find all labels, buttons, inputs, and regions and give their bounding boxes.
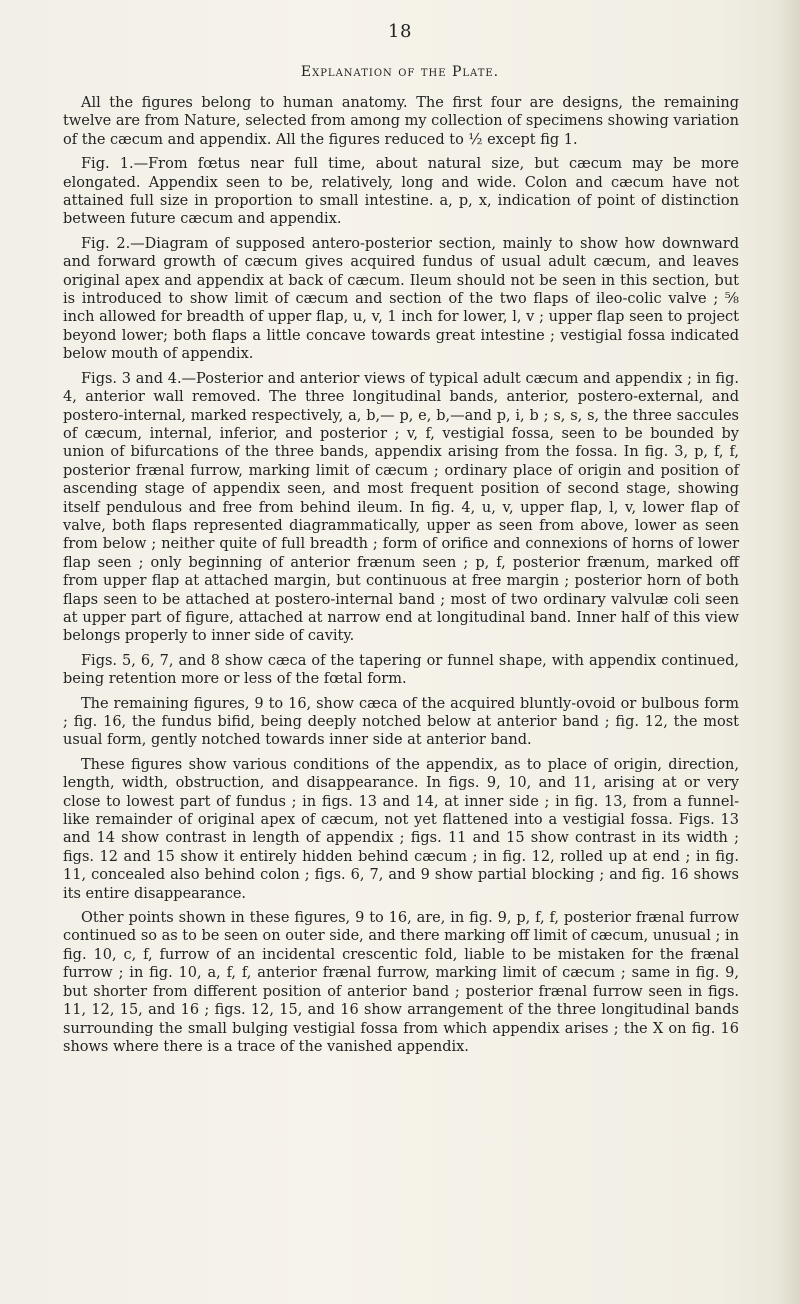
paragraph-other-points: Other points shown in these figures, 9 to 16, are, in fig. 9, p, f, f, posterior frænal furrow continued so as to be seen on outer side, and there marking off limit of cæcum, unusual ; in fig. 10, c, f, furrow of an incidental crescentic fold, liable to be mistaken for the frænal furrow ; in fig. 10, a, f, f, anterior frænal furrow, marking limit of cæcum ; same in fig. 9, but shorter from different position of anterior band ; posterior frænal furrow seen in figs. 11, 12, 15, and 16 ; figs. 12, 15, and 16 show arrangement of the three longitudinal bands surrounding the small bulging vestigial fossa from which appendix arises ; the X on fig. 16 shows where there is a trace of the vanished appendix. <box>63 910 739 1055</box>
paragraph-figs-3-4: Figs. 3 and 4.—Posterior and anterior views of typical adult cæcum and appendix ; in fig. 4, anterior wall removed. The three longitudinal bands, anterior, postero-external, and postero-internal, marked respectively, a, b,— p, e, b,—and p, i, b ; s, s, s, the three saccules of cæcum, internal, inferior, and posterior ; v, f, vestigial fossa, seen to be bounded by union of bifurcations of the three bands, appendix arising from the fossa. In fig. 3, p, f, f, posterior frænal furrow, marking limit of cæcum ; ordinary place of origin and position of ascending stage of appendix seen, and most frequent position of second stage, showing itself pendulous and free from behind ileum. In fig. 4, u, v, upper flap, l, v, lower flap of valve, both flaps represented diagrammatically, upper as seen from above, lower as seen from below ; neither quite of full breadth ; form of orifice and connexions of horns of lower flap seen ; only beginning of anterior frænum seen ; p, f, posterior frænum, marked off from upper flap at attached margin, but continuous at free margin ; posterior horn of both flaps seen to be attached at postero-internal band ; most of two ordinary valvulæ coli seen at upper part of figure, attached at narrow end at longitudinal band. Inner half of this view belongs properly to inner side of cavity. <box>63 370 739 645</box>
page-number: 18 <box>388 21 412 42</box>
paragraph-figs-5-8: Figs. 5, 6, 7, and 8 show cæca of the tapering or funnel shape, with appendix continued, being retention more or less of the fœtal form. <box>63 652 739 688</box>
paragraph-fig-1: Fig. 1.—From fœtus near full time, about natural size, but cæcum may be more elongated. Appendix seen to be, relatively, long and wide. Colon and cæcum have not attained full size in proportion to small intestine. a, p, x, indication of point of distinction between future cæcum and appendix. <box>63 156 739 228</box>
paragraph-figs-9-16: The remaining figures, 9 to 16, show cæca of the acquired bluntly-ovoid or bulbous form ; fig. 16, the fundus bifid, being deeply notched below at anterior band ; fig. 12, the most usual form, gently notched towards inner side at anterior band. <box>63 695 739 749</box>
paragraph-fig-2: Fig. 2.—Diagram of supposed antero-posterior section, mainly to show how downward and forward growth of cæcum gives acquired fundus of usual adult cæcum, and leaves original apex and appendix at back of cæcum. Ileum should not be seen in this section, but is introduced to show limit of cæcum and section of the two flaps of ileo-colic valve ; ⅝ inch allowed for breadth of upper flap, u, v, 1 inch for lower, l, v ; upper flap seen to project beyond lower; both flaps a little concave towards great intestine ; vestigial fossa indicated below mouth of appendix. <box>63 235 739 363</box>
section-heading: Explanation of the Plate. <box>300 64 500 80</box>
page-edge-shadow <box>778 0 800 1304</box>
paragraph-intro: All the figures belong to human anatomy. The first four are designs, the remaining twelve are from Nature, selected from among my collection of specimens showing variation of the cæcum and appendix. All the figures reduced to ½ except fig 1. <box>63 95 739 148</box>
body-text <box>63 94 739 1056</box>
paragraph-appendix-conditions: These figures show various conditions of the appendix, as to place of origin, direction, length, width, obstruction, and disappearance. In figs. 9, 10, and 11, arising at or very close to lowest part of fundus ; in figs. 13 and 14, at inner side ; in fig. 13, from a funnel-like remainder of original apex of cæcum, not yet flattened into a vestigial fossa. Figs. 13 and 14 show contrast in length of appendix ; figs. 11 and 15 show contrast in its width ; figs. 12 and 15 show it entirely hidden behind cæcum ; in fig. 12, rolled up at end ; in fig. 11, concealed also behind colon ; figs. 6, 7, and 9 show partial blocking ; and fig. 16 shows its entire disappearance. <box>63 756 739 902</box>
